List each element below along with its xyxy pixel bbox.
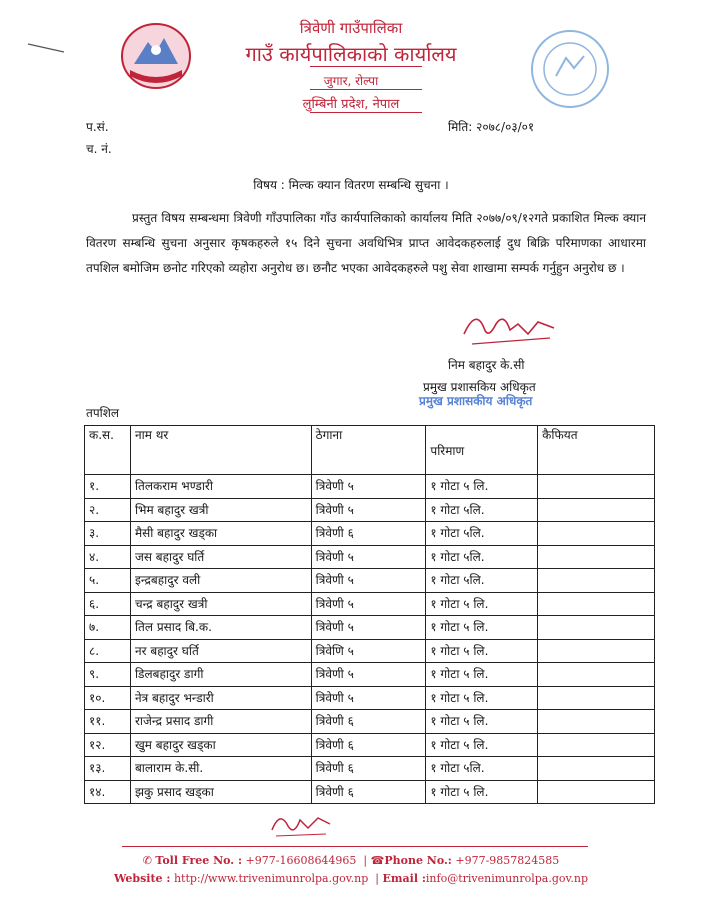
telephone-icon: ☎ bbox=[370, 854, 385, 867]
cell-serial: ८. bbox=[85, 639, 131, 663]
phone-icon: ✆ bbox=[142, 854, 152, 867]
cell-address: त्रिवेणी ६ bbox=[311, 757, 426, 781]
col-address: ठेगाना bbox=[311, 426, 426, 475]
table-row bbox=[85, 757, 655, 781]
cell-address: त्रिवेणी ५ bbox=[311, 545, 426, 569]
province-name: लुम्बिनी प्रदेश, नेपाल bbox=[302, 97, 400, 112]
table-row bbox=[85, 663, 655, 687]
cell-quantity: १ गोटा ५ लि. bbox=[426, 592, 538, 616]
notice-body: प्रस्तुत विषय सम्बन्धमा त्रिवेणी गाँउपालिका गाँउ कार्यपालिकाको कार्यालय मिति २०७७/०९/१२गते प्रकाशित मिल्क क्यान वितरण सम्बन्धि सुचना अनुसार कृषकहरुले १५ दिने सुचना अवधिभित्र प्राप्त आवेदकहरुलाई दुध बिक्रि परिमाणका आधारमा तपशिल बमोजिम छनोट गरिएको व्यहोरा अनुरोध छ। छनौट भएका आवेदकहरुले पशु सेवा शाखामा सम्पर्क गर्नुहुन अनुरोध छ । bbox=[86, 211, 646, 275]
table-row bbox=[85, 639, 655, 663]
signature bbox=[458, 304, 564, 352]
cell-name: नेत्र बहादुर भन्डारी bbox=[130, 686, 311, 710]
col-quantity: परिमाण bbox=[426, 426, 538, 475]
cell-address: त्रिवेणी ५ bbox=[311, 686, 426, 710]
municipality-name: त्रिवेणी गाउँपालिका bbox=[299, 19, 403, 37]
cell-name: तिल प्रसाद बि.क. bbox=[130, 616, 311, 640]
cell-name: खुम बहादुर खड्का bbox=[130, 733, 311, 757]
cell-serial: १२. bbox=[85, 733, 131, 757]
toll-free-number: +977-16608644965 bbox=[245, 854, 357, 867]
cell-serial: १०. bbox=[85, 686, 131, 710]
cell-quantity: १ गोटा ५ लि. bbox=[426, 616, 538, 640]
cell-name: बालाराम के.सी. bbox=[130, 757, 311, 781]
beneficiary-table bbox=[84, 425, 655, 804]
cell-serial: ७. bbox=[85, 616, 131, 640]
cell-address: त्रिवेणी ५ bbox=[311, 616, 426, 640]
cell-quantity: १ गोटा ५ लि. bbox=[426, 686, 538, 710]
header-divider bbox=[310, 66, 422, 67]
cell-remarks bbox=[538, 569, 655, 593]
table-row bbox=[85, 545, 655, 569]
cell-name: इन्द्रबहादुर वली bbox=[130, 569, 311, 593]
signatory-title: प्रमुख प्रशासकिय अधिकृत bbox=[423, 380, 536, 394]
col-serial: क.स. bbox=[85, 426, 131, 475]
header-divider bbox=[310, 89, 422, 90]
cell-quantity: १ गोटा ५लि. bbox=[426, 545, 538, 569]
cell-remarks bbox=[538, 710, 655, 734]
cell-remarks bbox=[538, 733, 655, 757]
cell-address: त्रिवेणी ५ bbox=[311, 475, 426, 499]
email-link[interactable]: info@trivenimunrolpa.gov.np bbox=[425, 872, 589, 885]
cell-address: त्रिवेणी ५ bbox=[311, 592, 426, 616]
footer-web-line: Website : http://www.trivenimunrolpa.gov.np | Email :info@trivenimunrolpa.gov.np bbox=[113, 872, 589, 885]
table-row bbox=[85, 592, 655, 616]
header-divider bbox=[310, 112, 422, 113]
designation-stamp: प्रमुख प्रशासकीय अधिकृत bbox=[419, 394, 533, 408]
table-row bbox=[85, 475, 655, 499]
office-address: जुगार, रोल्पा bbox=[323, 74, 379, 88]
cell-remarks bbox=[538, 616, 655, 640]
signatory-name: निम बहादुर के.सी bbox=[448, 358, 525, 372]
table-body bbox=[85, 475, 655, 804]
cell-name: नर बहादुर घर्ति bbox=[130, 639, 311, 663]
cell-quantity: १ गोटा ५लि. bbox=[426, 569, 538, 593]
cell-remarks bbox=[538, 498, 655, 522]
dispatch-no: च. नं. bbox=[86, 142, 112, 156]
cell-remarks bbox=[538, 663, 655, 687]
table-row bbox=[85, 616, 655, 640]
cell-serial: ९. bbox=[85, 663, 131, 687]
table-row bbox=[85, 498, 655, 522]
cell-serial: ५. bbox=[85, 569, 131, 593]
cell-remarks bbox=[538, 686, 655, 710]
cell-quantity: १ गोटा ५लि. bbox=[426, 498, 538, 522]
cell-serial: २. bbox=[85, 498, 131, 522]
cell-quantity: १ गोटा ५ लि. bbox=[426, 733, 538, 757]
cell-quantity: १ गोटा ५ लि. bbox=[426, 639, 538, 663]
cell-remarks bbox=[538, 545, 655, 569]
cell-quantity: १ गोटा ५ लि. bbox=[426, 663, 538, 687]
table-row bbox=[85, 569, 655, 593]
cell-remarks bbox=[538, 592, 655, 616]
office-name: गाउँ कार्यपालिकाको कार्यालय bbox=[245, 42, 457, 66]
cell-remarks bbox=[538, 522, 655, 546]
cell-name: झकु प्रसाद खड्का bbox=[130, 780, 311, 804]
cell-address: त्रिवेणी ६ bbox=[311, 733, 426, 757]
table-row bbox=[85, 733, 655, 757]
cell-serial: १. bbox=[85, 475, 131, 499]
table-title: तपशिल bbox=[86, 406, 120, 420]
cell-remarks bbox=[538, 757, 655, 781]
table-row bbox=[85, 780, 655, 804]
website-link[interactable]: http://www.trivenimunrolpa.gov.np bbox=[173, 872, 369, 885]
cell-serial: ११. bbox=[85, 710, 131, 734]
col-name: नाम थर bbox=[130, 426, 311, 475]
cell-quantity: १ गोटा ५लि. bbox=[426, 757, 538, 781]
letter-date: मिति: २०७८/०३/०१ bbox=[448, 120, 535, 134]
cell-address: त्रिवेणी ५ bbox=[311, 569, 426, 593]
table-header-row bbox=[85, 426, 655, 475]
cell-address: त्रिवेणी ५ bbox=[311, 663, 426, 687]
cell-address: त्रिवेणी ६ bbox=[311, 522, 426, 546]
signature bbox=[266, 806, 336, 842]
cell-serial: ४. bbox=[85, 545, 131, 569]
footer-divider bbox=[122, 846, 588, 847]
cell-remarks bbox=[538, 780, 655, 804]
phone-number: +977-9857824585 bbox=[455, 854, 560, 867]
cell-quantity: १ गोटा ५ लि. bbox=[426, 780, 538, 804]
table-row bbox=[85, 710, 655, 734]
table-row bbox=[85, 686, 655, 710]
subject-line: विषय : मिल्क क्यान वितरण सम्बन्धि सुचना । bbox=[253, 178, 449, 192]
cell-serial: ३. bbox=[85, 522, 131, 546]
cell-name: तिलकराम भण्डारी bbox=[130, 475, 311, 499]
cell-address: त्रिवेणी ६ bbox=[311, 710, 426, 734]
cell-quantity: १ गोटा ५लि. bbox=[426, 522, 538, 546]
cell-name: भिम बहादुर खत्री bbox=[130, 498, 311, 522]
cell-serial: ६. bbox=[85, 592, 131, 616]
footer-contact-line: ✆ Toll Free No. : +977-16608644965 | ☎Phone No.: +977-9857824585 bbox=[142, 854, 560, 867]
cell-remarks bbox=[538, 639, 655, 663]
cell-serial: १३. bbox=[85, 757, 131, 781]
cell-quantity: १ गोटा ५ लि. bbox=[426, 475, 538, 499]
cell-name: मैसी बहादुर खड्का bbox=[130, 522, 311, 546]
cell-name: डिलबहादुर डागी bbox=[130, 663, 311, 687]
cell-name: जस बहादुर घर्ति bbox=[130, 545, 311, 569]
col-remarks: कैफियत bbox=[538, 426, 655, 475]
cell-address: त्रिवेणी ६ bbox=[311, 780, 426, 804]
cell-serial: १४. bbox=[85, 780, 131, 804]
cell-address: त्रिवेणी ५ bbox=[311, 498, 426, 522]
cell-quantity: १ गोटा ५ लि. bbox=[426, 710, 538, 734]
cell-address: त्रिवेणि ५ bbox=[311, 639, 426, 663]
cell-name: राजेन्द्र प्रसाद डागी bbox=[130, 710, 311, 734]
cell-remarks bbox=[538, 475, 655, 499]
table-row bbox=[85, 522, 655, 546]
ref-no: प.सं. bbox=[86, 120, 109, 134]
cell-name: चन्द्र बहादुर खत्री bbox=[130, 592, 311, 616]
